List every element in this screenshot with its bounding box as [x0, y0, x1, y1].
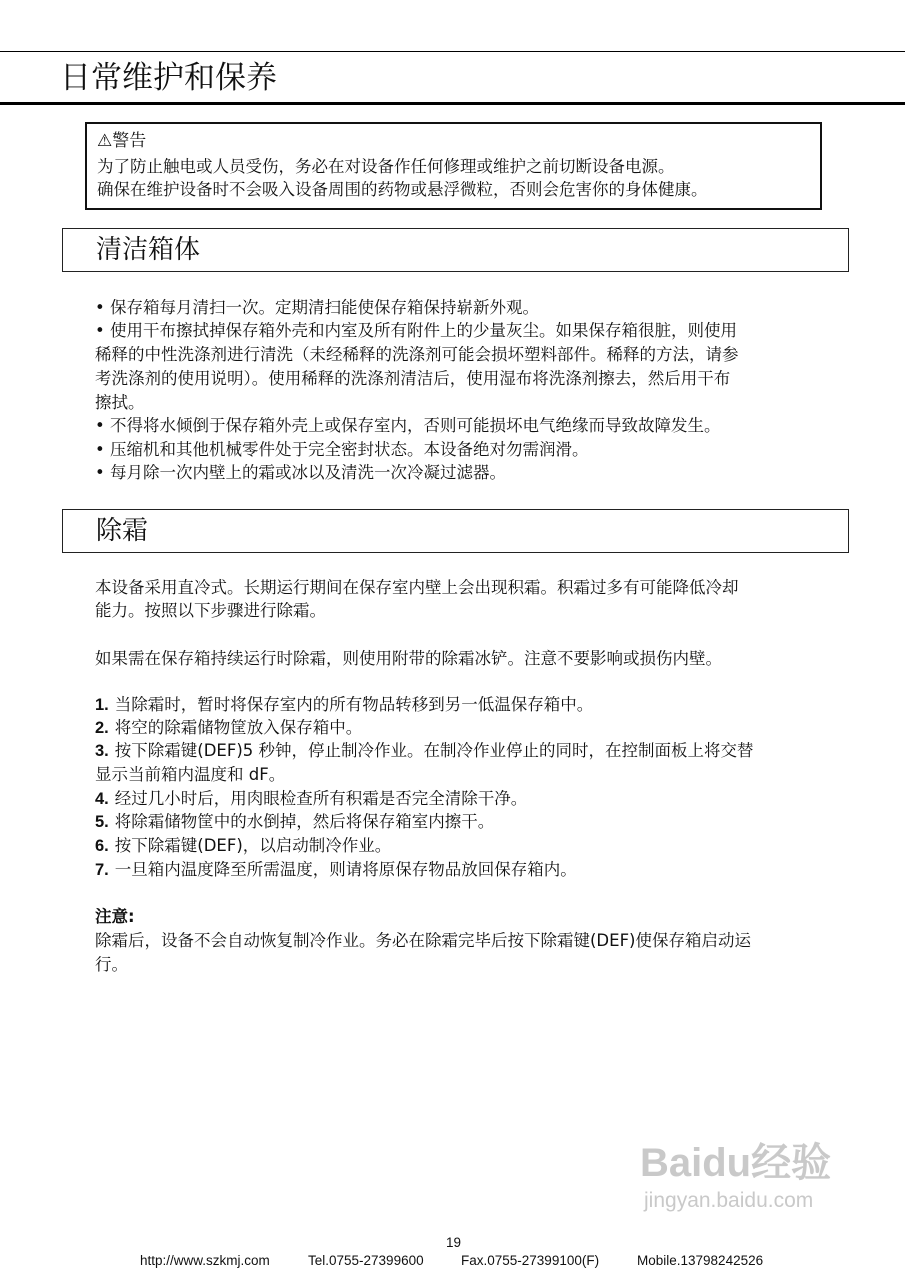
step-item: 2. 将空的除霜储物筐放入保存箱中。: [95, 718, 363, 737]
text-line: 除霜后，设备不会自动恢复制冷作业。务必在除霜完毕后按下除霜键(DEF)使保存箱启动运: [95, 931, 751, 950]
text-line: • 使用干布擦拭掉保存箱外壳和内室及所有附件上的少量灰尘。如果保存箱很脏，则使用: [95, 321, 737, 340]
text-line: 能力。按照以下步骤进行除霜。: [95, 601, 326, 620]
warning-line: 为了防止触电或人员受伤，务必在对设备作任何修理或维护之前切断设备电源。: [97, 157, 675, 176]
watermark-url: jingyan.baidu.com: [644, 1189, 814, 1212]
step-item: 6. 按下除霜键(DEF)，以启动制冷作业。: [95, 836, 392, 855]
title-rule: [0, 102, 905, 105]
step-item: 4. 经过几小时后，用肉眼检查所有积霜是否完全清除干净。: [95, 789, 528, 808]
text-line: • 压缩机和其他机械零件处于完全密封状态。本设备绝对勿需润滑。: [95, 440, 589, 459]
text-line: 如果需在保存箱持续运行时除霜，则使用附带的除霜冰铲。注意不要影响或损伤内壁。: [95, 649, 722, 668]
section-header-cleaning: [62, 228, 849, 272]
page-title: 日常维护和保养: [60, 60, 277, 96]
step-item: 7. 一旦箱内温度降至所需温度，则请将原保存物品放回保存箱内。: [95, 860, 577, 879]
text-line: • 不得将水倾倒于保存箱外壳上或保存室内，否则可能损坏电气绝缘而导致故障发生。: [95, 416, 721, 435]
warning-line: 确保在维护设备时不会吸入设备周围的药物或悬浮微粒，否则会危害你的身体健康。: [97, 180, 708, 199]
step-item: 5. 将除霜储物筐中的水倒掉，然后将保存箱室内擦干。: [95, 812, 495, 831]
section-title: 清洁箱体: [96, 235, 201, 265]
footer-mobile: Mobile.13798242526: [637, 1253, 764, 1268]
text-line: 本设备采用直冷式。长期运行期间在保存室内壁上会出现积霜。积霜过多有可能降低冷却: [95, 578, 739, 597]
text-line: 考洗涤剂的使用说明）。使用稀释的洗涤剂清洁后，使用湿布将洗涤剂擦去，然后用干布: [95, 369, 731, 388]
section-header-defrost: [62, 509, 849, 553]
footer-fax: Fax.0755-27399100(F): [461, 1253, 600, 1268]
step-item: 1. 当除霜时，暂时将保存室内的所有物品转移到另一低温保存箱中。: [95, 695, 594, 714]
caution-label: 注意:: [95, 907, 135, 926]
text-line: 行。: [95, 955, 128, 974]
text-line: 擦拭。: [95, 393, 145, 412]
warning-box: [85, 122, 822, 210]
section-title: 除霜: [96, 516, 149, 546]
step-item-continued: 显示当前箱内温度和 dF。: [95, 765, 286, 784]
top-rule: [0, 51, 905, 52]
warning-triangle-icon: ⚠: [97, 131, 113, 151]
step-item: 3. 按下除霜键(DEF)5 秒钟，停止制冷作业。在制冷作业停止的同时，在控制面板上将交替: [95, 741, 754, 760]
text-line: • 每月除一次内壁上的霜或冰以及清洗一次冷凝过滤器。: [95, 463, 506, 482]
baidu-watermark: [640, 1140, 831, 1216]
footer-website: http://www.szkmj.com: [140, 1253, 270, 1268]
warning-heading: ⚠警告: [97, 131, 147, 151]
page-number: 19: [446, 1235, 462, 1250]
watermark-logo: Baidu经验: [640, 1141, 832, 1185]
footer-tel: Tel.0755-27399600: [308, 1253, 424, 1268]
text-line: • 保存箱每月清扫一次。定期清扫能使保存箱保持崭新外观。: [95, 298, 539, 317]
text-line: 稀释的中性洗涤剂进行清洗（未经稀释的洗涤剂可能会损坏塑料部件。稀释的方法，请参: [95, 345, 739, 364]
